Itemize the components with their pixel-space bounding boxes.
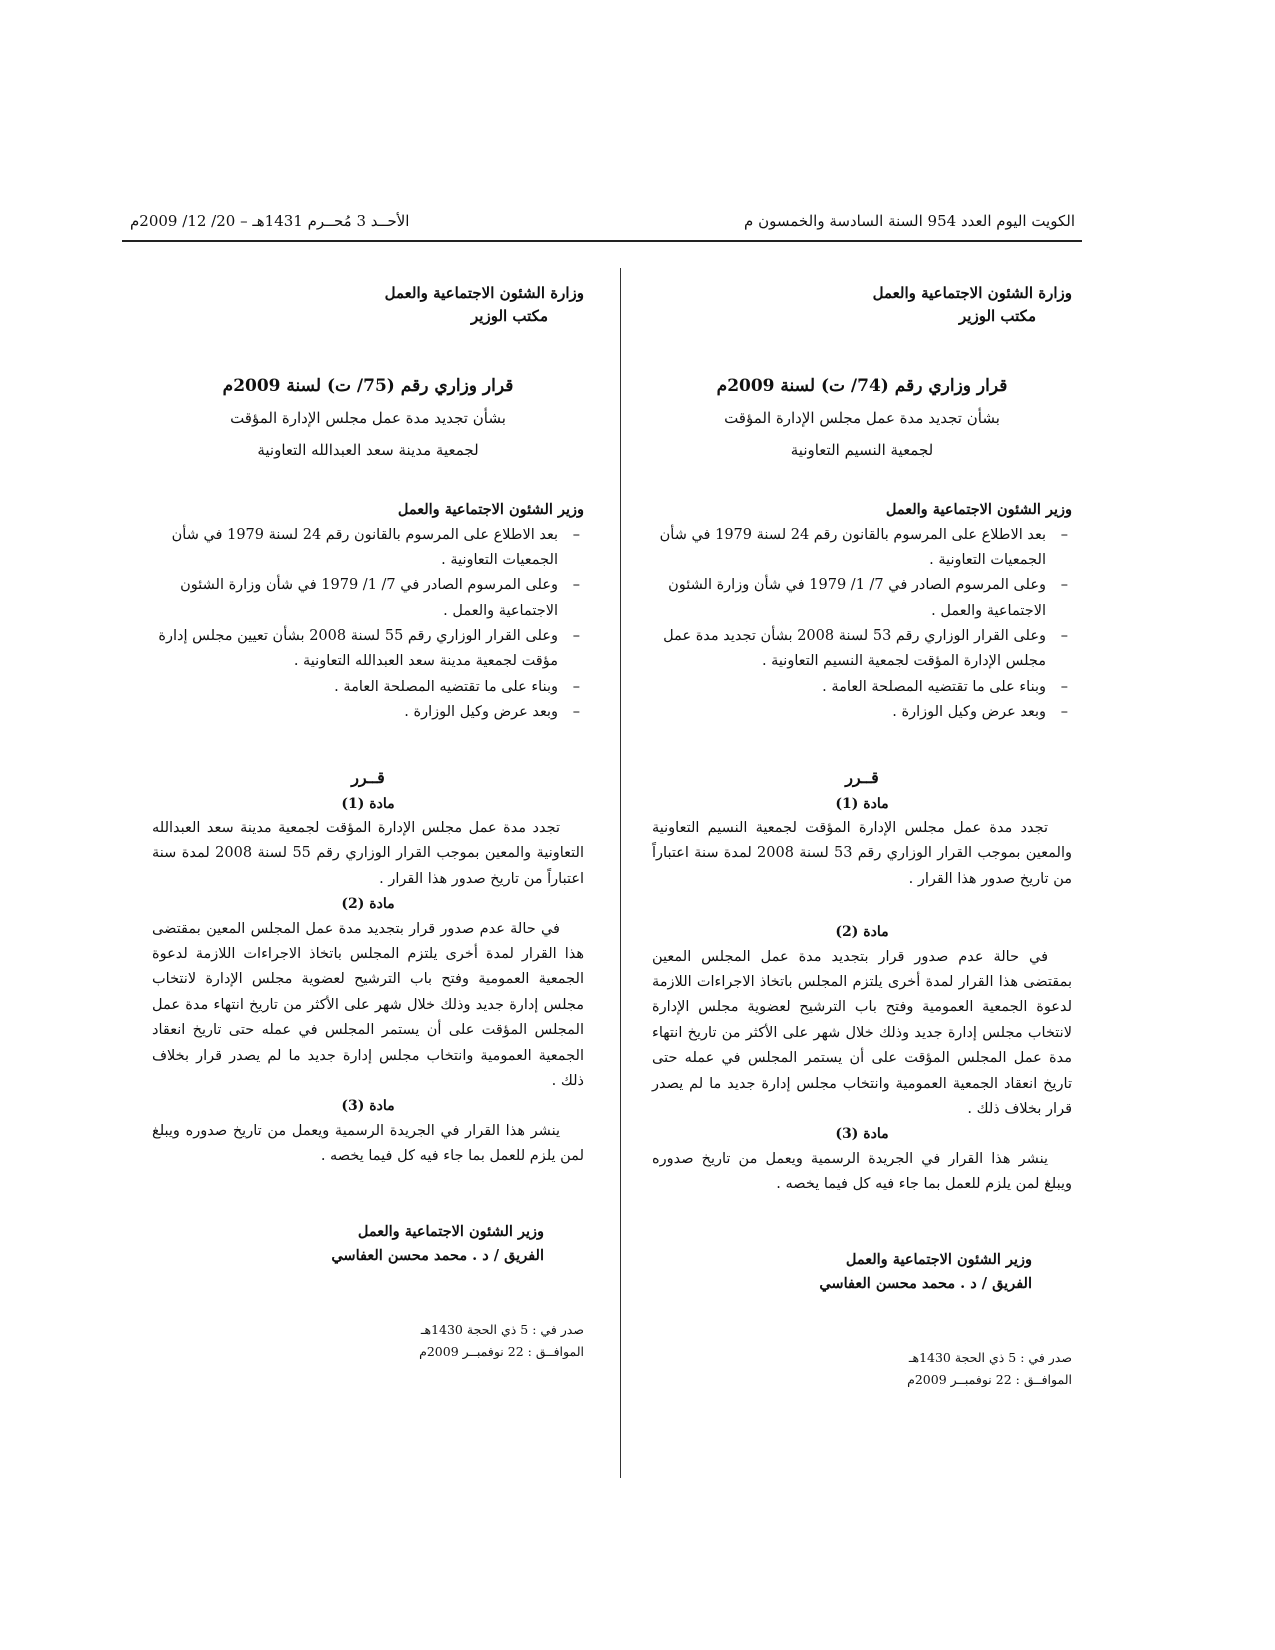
issue-dates	[652, 1347, 1072, 1392]
header-rule	[122, 240, 1082, 242]
minister-heading: وزير الشئون الاجتماعية والعمل	[397, 501, 584, 519]
corresponding-date: الموافــق : 22 نوفمبــر 2009م	[907, 1372, 1072, 1388]
decision-subject-line1: بشأن تجديد مدة عمل مجلس الإدارة المؤقت	[724, 409, 1000, 428]
decision-title: قرار وزاري رقم (75/ ت) لسنة 2009م	[222, 376, 514, 396]
preamble-clause: – وعلى القرار الوزاري رقم 53 لسنة 2008 بشأن تجديد مدة عمل مجلس الإدارة المؤقت لجمعية النسيم التعاونية .	[663, 628, 1068, 670]
decision-subject-line2: لجمعية النسيم التعاونية	[790, 440, 934, 459]
signature-block	[152, 1220, 584, 1269]
preamble-clause: – وعلى القرار الوزاري رقم 55 لسنة 2008 بشأن تعيين مجلس إدارة مؤقت لجمعية مدينة سعد العبدالله التعاونية .	[158, 628, 580, 670]
article-1-text: تجدد مدة عمل مجلس الإدارة المؤقت لجمعية مدينة سعد العبدالله التعاونية والمعين بموجب القرار الوزاري رقم 55 لسنة 2008 لمدة سنة اعتباراً من تاريخ صدور هذا القرار .	[152, 820, 584, 887]
preamble-clause: – وعلى المرسوم الصادر في 7/ 1/ 1979 في شأن وزارة الشئون الاجتماعية والعمل .	[180, 577, 580, 619]
decision-subject-line2: لجمعية مدينة سعد العبدالله التعاونية	[257, 440, 479, 459]
issued-date: صدر في : 5 ذي الحجة 1430هـ	[420, 1321, 584, 1337]
decision-74-column	[652, 282, 1072, 1392]
minister-heading: وزير الشئون الاجتماعية والعمل	[885, 501, 1072, 519]
gazette-issue-info: الكويت اليوم العدد 954 السنة السادسة والخمسون م	[744, 212, 1075, 230]
signature-name: الفريق / د . محمد محسن العفاسي	[331, 1247, 544, 1265]
decision-title: قرار وزاري رقم (74/ ت) لسنة 2009م	[716, 376, 1008, 396]
ministry-name: وزارة الشئون الاجتماعية والعمل	[872, 284, 1072, 302]
decision-subject-line1: بشأن تجديد مدة عمل مجلس الإدارة المؤقت	[230, 409, 506, 428]
preamble-clause: – وبعد عرض وكيل الوزارة .	[892, 704, 1068, 721]
signature-title: وزير الشئون الاجتماعية والعمل	[357, 1222, 544, 1240]
preamble-clauses	[652, 523, 1072, 726]
article-1-text: تجدد مدة عمل مجلس الإدارة المؤقت لجمعية النسيم التعاونية والمعين بموجب القرار الوزاري رقم 53 لسنة 2008 لمدة سنة اعتباراً من تاريخ صدور هذا القرار .	[652, 820, 1072, 887]
article-3-title: مادة (3)	[341, 1098, 395, 1115]
signature-title: وزير الشئون الاجتماعية والعمل	[845, 1250, 1032, 1268]
article-2-title: مادة (2)	[835, 924, 889, 941]
preamble-clause: – وعلى المرسوم الصادر في 7/ 1/ 1979 في شأن وزارة الشئون الاجتماعية والعمل .	[668, 577, 1068, 619]
preamble-clause: – بعد الاطلاع على المرسوم بالقانون رقم 24 لسنة 1979 في شأن الجمعيات التعاونية .	[659, 526, 1068, 568]
article-1-title: مادة (1)	[341, 795, 395, 812]
gazette-date: الأحــد 3 مُحــرم 1431هـ – 20/ 12/ 2009م	[130, 212, 410, 230]
article-2-title: مادة (2)	[341, 896, 395, 913]
article-2-text: في حالة عدم صدور قرار بتجديد مدة عمل المجلس المعين بمقتضى هذا القرار لمدة أخرى يلتزم المجلس باتخاذ الاجراءات اللازمة لدعوة الجمعية العمومية وفتح باب الترشيح لعضوية مجلس الإدارة لانتخاب مجلس إدارة جديد وذلك خلال شهر على الأكثر من تاريخ انتهاء مدة عمل المجلس المؤقت على أن يستمر المجلس في عمله حتى تاريخ انعقاد الجمعية العمومية وانتخاب مجلس إدارة جديد ما لم يصدر قرار بخلاف ذلك .	[652, 948, 1072, 1117]
signature-name: الفريق / د . محمد محسن العفاسي	[819, 1275, 1032, 1293]
decided-heading: قــرر	[845, 767, 879, 787]
preamble-clause: – وبعد عرض وكيل الوزارة .	[404, 704, 580, 721]
article-1-title: مادة (1)	[835, 795, 889, 812]
issue-dates	[152, 1319, 584, 1364]
office-name: مكتب الوزير	[471, 306, 548, 325]
preamble-clauses	[152, 523, 584, 726]
preamble-clause: – بعد الاطلاع على المرسوم بالقانون رقم 24 لسنة 1979 في شأن الجمعيات التعاونية .	[171, 526, 580, 568]
office-name: مكتب الوزير	[959, 306, 1036, 325]
issued-date: صدر في : 5 ذي الحجة 1430هـ	[908, 1349, 1072, 1365]
signature-block	[652, 1248, 1072, 1297]
column-divider	[620, 268, 621, 1478]
article-3-text: ينشر هذا القرار في الجريدة الرسمية ويعمل من تاريخ صدوره ويبلغ لمن يلزم للعمل بما جاء فيه كل فيما يخصه .	[652, 1150, 1072, 1193]
page-header	[130, 208, 1075, 238]
decided-heading: قــرر	[351, 767, 385, 787]
article-3-title: مادة (3)	[835, 1126, 889, 1143]
preamble-clause: – وبناء على ما تقتضيه المصلحة العامة .	[822, 678, 1068, 695]
article-3-text: ينشر هذا القرار في الجريدة الرسمية ويعمل من تاريخ صدوره ويبلغ لمن يلزم للعمل بما جاء فيه كل فيما يخصه .	[152, 1122, 584, 1165]
preamble-clause: – وبناء على ما تقتضيه المصلحة العامة .	[334, 678, 580, 695]
ministry-name: وزارة الشئون الاجتماعية والعمل	[384, 284, 584, 302]
corresponding-date: الموافــق : 22 نوفمبــر 2009م	[419, 1344, 584, 1360]
decision-75-column	[152, 282, 584, 1364]
article-2-text: في حالة عدم صدور قرار بتجديد مدة عمل المجلس المعين بمقتضى هذا القرار لمدة أخرى يلتزم المجلس باتخاذ الاجراءات اللازمة لدعوة الجمعية العمومية وفتح باب الترشيح لعضوية مجلس الإدارة لانتخاب مجلس إدارة جديد وذلك خلال شهر على الأكثر من تاريخ انتهاء مدة عمل المجلس المؤقت على أن يستمر المجلس في عمله حتى تاريخ انعقاد الجمعية العمومية وانتخاب مجلس إدارة جديد ما لم يصدر قرار بخلاف ذلك .	[152, 920, 584, 1089]
